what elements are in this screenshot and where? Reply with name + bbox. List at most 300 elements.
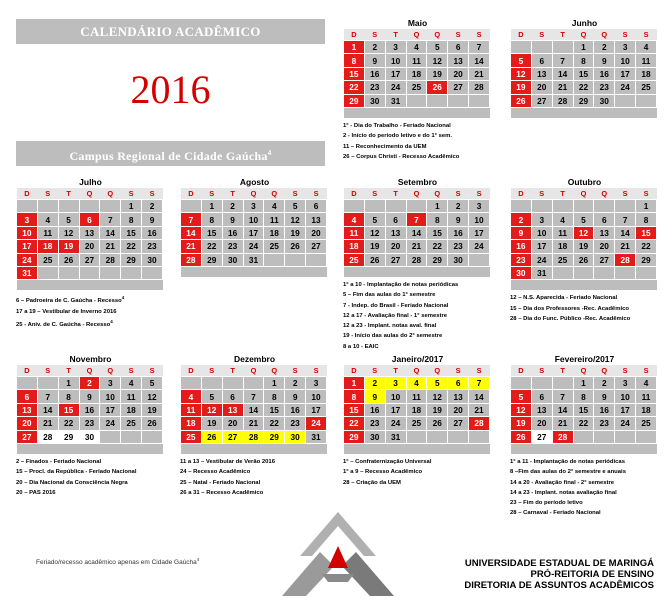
day-cell: 2	[364, 377, 385, 390]
footnote	[36, 557, 199, 566]
note-text: 2 – Finados - Feriado Nacional	[16, 458, 102, 465]
weekday-header: S	[285, 188, 306, 200]
month-footer-bar	[344, 266, 490, 277]
day-cell: 12	[427, 390, 448, 403]
campus-name: Campus Regional de Cidade Gaúcha	[69, 149, 268, 163]
week-row	[17, 200, 163, 213]
day-cell: 11	[552, 226, 573, 239]
day-cell: 31	[385, 430, 406, 443]
empty-cell	[181, 377, 202, 390]
day-cell: 12	[142, 390, 163, 403]
month-notes	[510, 293, 659, 324]
weekday-header: S	[37, 365, 58, 377]
month-grid	[510, 365, 657, 454]
week-row	[344, 226, 490, 239]
weekday-header: S	[448, 188, 469, 200]
day-cell: 11	[406, 54, 427, 67]
day-cell: 5	[364, 213, 385, 226]
day-cell: 5	[201, 390, 222, 403]
day-cell: 2	[448, 200, 469, 213]
week-row	[511, 226, 657, 239]
weekday-header: S	[531, 365, 552, 377]
weekday-header: Q	[79, 365, 100, 377]
day-cell: 22	[573, 417, 594, 430]
day-cell: 3	[531, 213, 552, 226]
day-cell: 27	[17, 430, 38, 443]
day-cell: 26	[511, 430, 532, 443]
note-text: 1° – Confraternização Universal	[343, 458, 432, 465]
week-row	[181, 253, 327, 266]
note-item	[180, 488, 329, 498]
note-text: 28 – Criação da UEM	[343, 479, 401, 486]
empty-cell	[17, 200, 38, 213]
day-cell: 20	[385, 240, 406, 253]
day-cell: 31	[306, 430, 327, 443]
day-cell: 22	[201, 240, 222, 253]
month-janeiro	[343, 354, 492, 488]
note-item	[16, 488, 165, 498]
footnote-mark: 4	[196, 557, 200, 562]
day-cell: 28	[552, 430, 573, 443]
note-text: 20 – PAS 2016	[16, 489, 56, 496]
day-cell: 15	[636, 226, 657, 239]
weekday-header: Q	[243, 365, 264, 377]
weekday-header: D	[17, 188, 38, 200]
week-row	[17, 213, 163, 226]
week-row	[344, 253, 490, 266]
day-cell: 15	[344, 403, 365, 416]
month-junho	[510, 18, 659, 118]
day-cell: 28	[615, 253, 636, 266]
day-cell: 29	[636, 253, 657, 266]
day-cell: 4	[636, 377, 657, 390]
weekday-header-row	[344, 365, 490, 377]
day-cell: 16	[594, 67, 615, 80]
note-item	[343, 152, 492, 162]
day-cell: 23	[364, 81, 385, 94]
day-cell: 30	[511, 266, 532, 279]
day-cell: 19	[427, 67, 448, 80]
day-cell: 22	[121, 240, 142, 253]
note-text: 2 - Início do período letivo e do 1° sem.	[343, 133, 453, 140]
day-cell: 28	[552, 94, 573, 107]
week-row	[181, 377, 327, 390]
week-row	[17, 377, 163, 390]
month-grid	[343, 365, 490, 454]
empty-cell	[222, 377, 243, 390]
empty-cell	[531, 377, 552, 390]
day-cell: 21	[552, 417, 573, 430]
empty-cell	[469, 430, 490, 443]
week-row	[511, 54, 657, 67]
weekday-header: S	[615, 188, 636, 200]
day-cell: 19	[364, 240, 385, 253]
weekday-header: Q	[427, 365, 448, 377]
weekday-header: D	[181, 188, 202, 200]
day-cell: 12	[58, 226, 79, 239]
month-grid	[343, 188, 490, 277]
day-cell: 21	[243, 417, 264, 430]
day-cell: 8	[573, 390, 594, 403]
day-cell: 4	[636, 41, 657, 54]
empty-cell	[448, 94, 469, 107]
day-cell: 20	[448, 67, 469, 80]
day-cell: 15	[201, 226, 222, 239]
day-cell: 22	[264, 417, 285, 430]
week-row	[511, 390, 657, 403]
day-cell: 26	[201, 430, 222, 443]
day-cell: 2	[364, 41, 385, 54]
day-cell: 14	[469, 54, 490, 67]
month-footer-cell	[344, 107, 490, 118]
day-cell: 6	[531, 54, 552, 67]
day-cell: 24	[306, 417, 327, 430]
week-row	[344, 377, 490, 390]
day-cell: 6	[17, 390, 38, 403]
weekday-header: S	[306, 365, 327, 377]
weekday-header: S	[636, 29, 657, 41]
day-cell: 6	[531, 390, 552, 403]
month-title: Dezembro	[233, 354, 276, 364]
weekday-header: Q	[243, 188, 264, 200]
note-item	[180, 478, 329, 488]
day-cell: 25	[636, 81, 657, 94]
note-item	[510, 498, 659, 508]
week-row	[511, 94, 657, 107]
weekday-header: S	[201, 365, 222, 377]
day-cell: 28	[469, 81, 490, 94]
day-cell: 19	[427, 403, 448, 416]
day-cell: 17	[469, 226, 490, 239]
month-setembro	[343, 177, 492, 352]
note-item	[16, 457, 165, 467]
day-cell: 1	[573, 377, 594, 390]
note-text: 17 a 19 – Vestibular de Inverno 2016	[16, 308, 117, 315]
month-title: Fevereiro/2017	[554, 354, 615, 364]
note-text: 14 a 20 - Avaliação final - 2° semestre	[510, 479, 615, 486]
month-footer-bar	[511, 107, 657, 118]
day-cell: 30	[222, 253, 243, 266]
empty-cell	[511, 41, 532, 54]
note-text: 11 a 13 – Vestibular de Verão 2016	[180, 458, 275, 465]
day-cell: 13	[531, 403, 552, 416]
day-cell: 30	[285, 430, 306, 443]
day-cell: 8	[344, 390, 365, 403]
weekday-header: T	[222, 365, 243, 377]
empty-cell	[636, 94, 657, 107]
day-cell: 13	[17, 403, 38, 416]
week-row	[344, 200, 490, 213]
day-cell: 11	[636, 390, 657, 403]
day-cell: 28	[469, 417, 490, 430]
weekday-header: Q	[406, 29, 427, 41]
weekday-header: Q	[594, 29, 615, 41]
day-cell: 5	[511, 390, 532, 403]
day-cell: 20	[594, 240, 615, 253]
empty-cell	[615, 200, 636, 213]
weekday-header: T	[385, 188, 406, 200]
day-cell: 25	[121, 417, 142, 430]
empty-cell	[448, 430, 469, 443]
note-text: 23 – Fim do período letivo	[510, 500, 583, 507]
weekday-header: D	[511, 188, 532, 200]
day-cell: 28	[37, 430, 58, 443]
day-cell: 30	[142, 253, 163, 266]
note-item	[180, 467, 329, 477]
empty-cell	[37, 266, 58, 279]
month-maio	[343, 18, 492, 162]
empty-cell	[552, 266, 573, 279]
day-cell: 23	[594, 417, 615, 430]
day-cell: 30	[448, 253, 469, 266]
day-cell: 15	[573, 67, 594, 80]
week-row	[17, 266, 163, 279]
month-grid	[510, 188, 657, 290]
day-cell: 8	[427, 213, 448, 226]
weekday-header: S	[285, 365, 306, 377]
month-footer-cell	[181, 443, 327, 454]
week-row	[17, 403, 163, 416]
day-cell: 13	[79, 226, 100, 239]
weekday-header: S	[448, 365, 469, 377]
day-cell: 2	[594, 41, 615, 54]
day-cell: 19	[573, 240, 594, 253]
day-cell: 3	[306, 377, 327, 390]
note-text: 20 – Dia Nacional da Consciência Negra	[16, 479, 128, 486]
day-cell: 5	[142, 377, 163, 390]
weekday-header: T	[385, 29, 406, 41]
day-cell: 18	[552, 240, 573, 253]
office-name: PRÓ-REITORIA DE ENSINO	[530, 569, 654, 580]
empty-cell	[406, 430, 427, 443]
day-cell: 17	[243, 226, 264, 239]
empty-cell	[552, 377, 573, 390]
empty-cell	[58, 266, 79, 279]
empty-cell	[121, 266, 142, 279]
day-cell: 24	[17, 253, 38, 266]
day-cell: 7	[615, 213, 636, 226]
empty-cell	[615, 94, 636, 107]
day-cell: 9	[285, 390, 306, 403]
day-cell: 16	[142, 226, 163, 239]
day-cell: 29	[121, 253, 142, 266]
calendar-year: 2016	[130, 67, 211, 112]
empty-cell	[79, 200, 100, 213]
calendar-title: CALENDÁRIO ACADÊMICO	[80, 24, 261, 39]
day-cell: 14	[469, 390, 490, 403]
empty-cell	[142, 430, 163, 443]
note-text: 1° a 11 - Implantação de notas periódicas	[510, 458, 625, 465]
day-cell: 4	[406, 377, 427, 390]
day-cell: 12	[427, 54, 448, 67]
note-item	[510, 304, 659, 314]
day-cell: 25	[552, 253, 573, 266]
day-cell: 8	[636, 213, 657, 226]
day-cell: 22	[427, 240, 448, 253]
day-cell: 3	[385, 41, 406, 54]
month-title: Janeiro/2017	[391, 354, 444, 364]
empty-cell	[100, 200, 121, 213]
empty-cell	[573, 200, 594, 213]
week-row	[344, 94, 490, 107]
day-cell: 23	[142, 240, 163, 253]
week-row	[511, 430, 657, 443]
day-cell: 26	[427, 81, 448, 94]
week-row	[17, 226, 163, 239]
month-grid	[343, 29, 490, 118]
day-cell: 13	[531, 67, 552, 80]
day-cell: 19	[58, 240, 79, 253]
weekday-header: Q	[264, 188, 285, 200]
weekday-header: T	[58, 365, 79, 377]
day-cell: 24	[100, 417, 121, 430]
weekday-header: Q	[594, 365, 615, 377]
day-cell: 15	[121, 226, 142, 239]
day-cell: 8	[201, 213, 222, 226]
day-cell: 10	[531, 226, 552, 239]
weekday-header-row	[511, 365, 657, 377]
note-text: 7 - Indep. do Brasil - Feriado Nacional	[343, 302, 449, 309]
week-row	[511, 41, 657, 54]
day-cell: 3	[615, 377, 636, 390]
note-text: 1° a 10 - Implantação de notas periódicas	[343, 281, 459, 288]
day-cell: 29	[264, 430, 285, 443]
empty-cell	[142, 266, 163, 279]
empty-cell	[17, 377, 38, 390]
week-row	[17, 417, 163, 430]
month-notes	[510, 457, 659, 519]
day-cell: 27	[448, 81, 469, 94]
day-cell: 7	[469, 377, 490, 390]
day-cell: 8	[573, 54, 594, 67]
weekday-header: S	[469, 29, 490, 41]
note-item	[510, 508, 659, 518]
day-cell: 2	[594, 377, 615, 390]
day-cell: 1	[344, 41, 365, 54]
day-cell: 24	[531, 253, 552, 266]
day-cell: 15	[58, 403, 79, 416]
month-footer-cell	[181, 266, 327, 277]
empty-cell	[79, 266, 100, 279]
weekday-header: Q	[79, 188, 100, 200]
week-row	[17, 240, 163, 253]
day-cell: 20	[79, 240, 100, 253]
note-item	[343, 121, 492, 131]
note-text: 25 - Aniv. de C. Gaúcha - Recesso	[16, 321, 111, 328]
day-cell: 22	[636, 240, 657, 253]
weekday-header: Q	[573, 188, 594, 200]
weekday-header: T	[552, 29, 573, 41]
month-title: Setembro	[397, 177, 438, 187]
day-cell: 1	[58, 377, 79, 390]
weekday-header: Q	[427, 188, 448, 200]
week-row	[17, 430, 163, 443]
note-item	[16, 317, 165, 330]
day-cell: 3	[100, 377, 121, 390]
weekday-header-row	[181, 188, 327, 200]
day-cell: 5	[511, 54, 532, 67]
day-cell: 18	[636, 67, 657, 80]
day-cell: 23	[285, 417, 306, 430]
day-cell: 18	[181, 417, 202, 430]
day-cell: 1	[201, 200, 222, 213]
day-cell: 5	[427, 41, 448, 54]
day-cell: 20	[531, 417, 552, 430]
day-cell: 5	[573, 213, 594, 226]
day-cell: 3	[469, 200, 490, 213]
day-cell: 4	[264, 200, 285, 213]
weekday-header: S	[201, 188, 222, 200]
month-footer-bar	[511, 443, 657, 454]
note-text: 15 – Dia dos Professores -Rec. Acadêmico	[510, 305, 629, 312]
day-cell: 21	[37, 417, 58, 430]
week-row	[344, 213, 490, 226]
day-cell: 4	[121, 377, 142, 390]
day-cell: 17	[385, 403, 406, 416]
weekday-header: Q	[594, 188, 615, 200]
day-cell: 14	[552, 403, 573, 416]
day-cell: 1	[344, 377, 365, 390]
week-row	[181, 226, 327, 239]
day-cell: 27	[79, 253, 100, 266]
day-cell: 6	[306, 200, 327, 213]
day-cell: 9	[79, 390, 100, 403]
day-cell: 5	[427, 377, 448, 390]
day-cell: 21	[615, 240, 636, 253]
day-cell: 10	[615, 390, 636, 403]
day-cell: 28	[406, 253, 427, 266]
empty-cell	[243, 377, 264, 390]
month-footer-cell	[344, 443, 490, 454]
day-cell: 23	[511, 253, 532, 266]
empty-cell	[364, 200, 385, 213]
note-text: 26 a 31 – Recesso Acadêmico	[180, 489, 264, 496]
day-cell: 31	[385, 94, 406, 107]
day-cell: 31	[531, 266, 552, 279]
day-cell: 28	[100, 253, 121, 266]
day-cell: 25	[181, 430, 202, 443]
note-item	[343, 457, 492, 467]
month-grid	[510, 29, 657, 118]
month-footer-cell	[17, 443, 163, 454]
empty-cell	[285, 253, 306, 266]
empty-cell	[37, 377, 58, 390]
week-row	[181, 240, 327, 253]
empty-cell	[58, 200, 79, 213]
month-footer-bar	[17, 280, 163, 291]
day-cell: 12	[364, 226, 385, 239]
day-cell: 24	[385, 417, 406, 430]
weekday-header: Q	[573, 29, 594, 41]
day-cell: 16	[285, 403, 306, 416]
day-cell: 19	[511, 417, 532, 430]
day-cell: 6	[448, 41, 469, 54]
day-cell: 6	[594, 213, 615, 226]
week-row	[344, 54, 490, 67]
empty-cell	[385, 200, 406, 213]
note-text: 8 a 10 - EAIC	[343, 343, 379, 350]
weekday-header: Q	[406, 188, 427, 200]
day-cell: 4	[552, 213, 573, 226]
day-cell: 26	[427, 417, 448, 430]
day-cell: 10	[385, 390, 406, 403]
day-cell: 4	[181, 390, 202, 403]
month-footer-bar	[511, 280, 657, 291]
note-item	[510, 314, 659, 324]
empty-cell	[469, 94, 490, 107]
day-cell: 7	[552, 390, 573, 403]
note-item	[16, 307, 165, 317]
